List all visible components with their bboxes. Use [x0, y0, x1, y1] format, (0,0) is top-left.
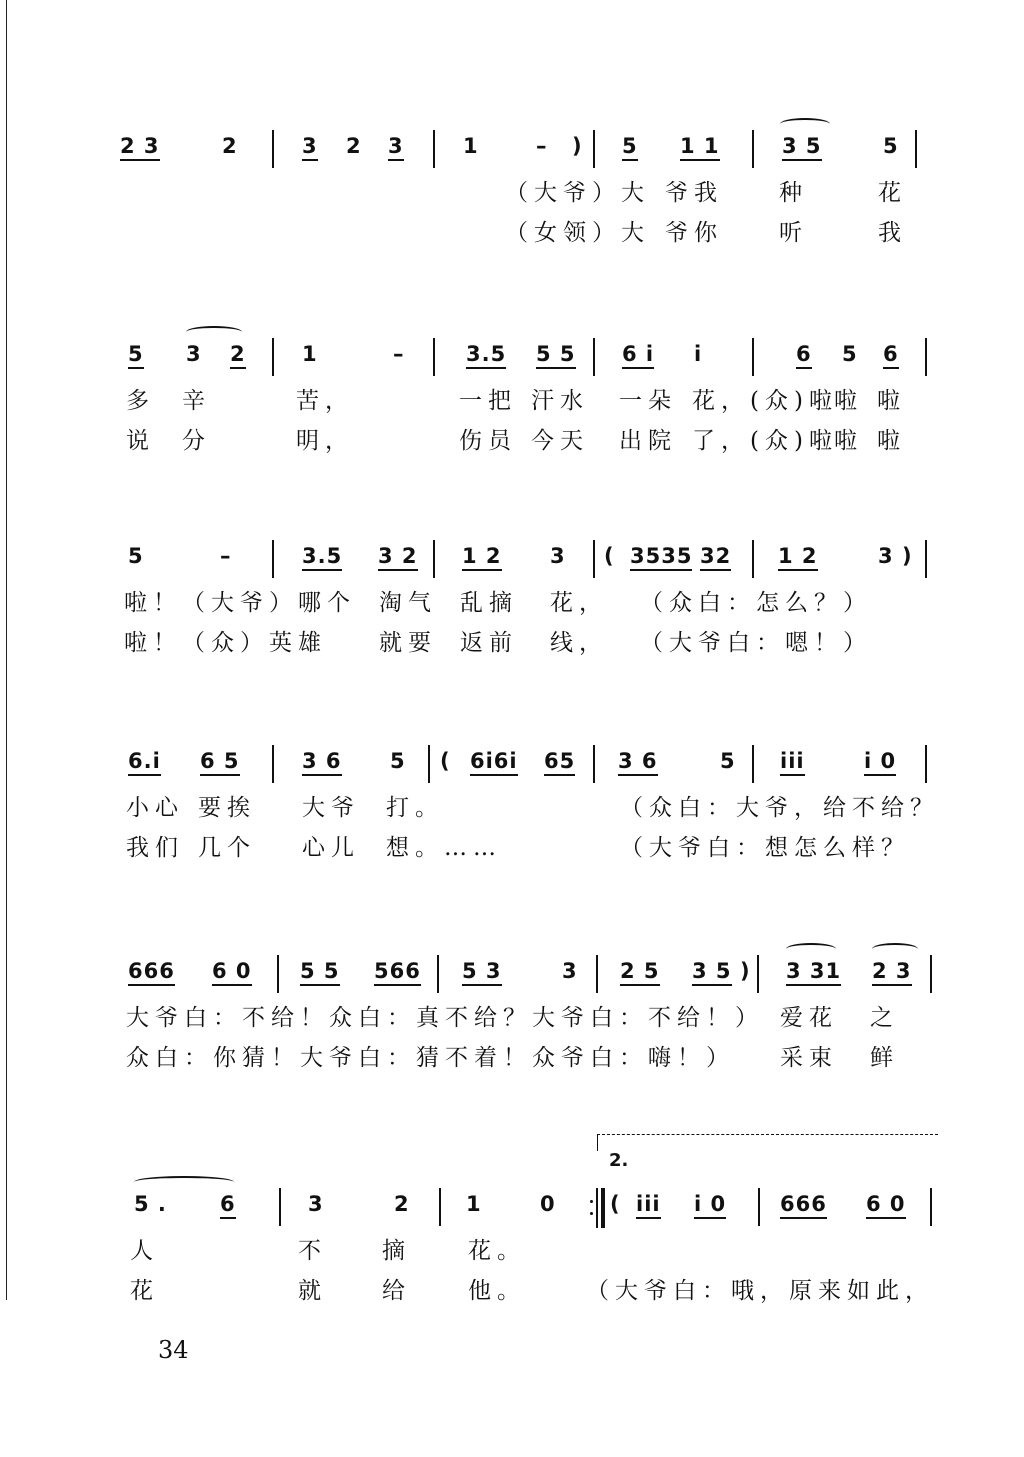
lyric-verse-1: 打。 — [386, 795, 444, 821]
note-group: 0 — [540, 1192, 556, 1216]
lyric-verse-2: 啦 — [877, 428, 906, 454]
note-group: 1 — [463, 134, 479, 158]
note-group: 5 5 — [300, 959, 340, 986]
barline — [428, 745, 430, 783]
barline — [925, 338, 927, 376]
barline — [279, 1188, 281, 1226]
note-group: ) — [902, 544, 913, 568]
lyric-verse-1: 一朵 — [619, 388, 677, 414]
note-group: 6.i — [128, 749, 161, 776]
lyric-verse-1: 花 — [878, 180, 907, 206]
note-group: 3 5 — [782, 134, 822, 161]
note-group: ) — [740, 959, 751, 983]
barline — [752, 130, 754, 168]
note-group: 3535 — [630, 544, 692, 571]
barline — [593, 540, 595, 578]
note-group: 6 — [883, 342, 899, 369]
barline — [752, 540, 754, 578]
lyric-verse-1: 小心 — [126, 795, 184, 821]
note-group: ( — [440, 749, 451, 773]
note-group: 3 — [562, 959, 578, 983]
barline — [757, 955, 759, 993]
note-group: 6 0 — [212, 959, 252, 986]
lyric-verse-2: 分 — [182, 428, 211, 454]
lyric-verse-1: （大爷）大 — [505, 180, 650, 206]
lyric-verse-1: 淘气 — [379, 590, 437, 616]
note-group: 5 . — [134, 1192, 167, 1216]
note-group: 1 1 — [680, 134, 720, 161]
note-group: 5 — [720, 749, 736, 773]
note-group: 5 — [390, 749, 406, 773]
system-5 — [0, 955, 1024, 1095]
lyric-verse-2: 我们 — [126, 835, 184, 861]
barline — [925, 540, 927, 578]
barline — [439, 1188, 441, 1226]
note-group: 3 2 — [378, 544, 418, 571]
note-group: ( — [604, 544, 615, 568]
barline — [930, 1188, 932, 1226]
lyric-verse-2: 想。…… — [386, 835, 502, 861]
slur — [786, 943, 836, 955]
note-group: 6i6i — [470, 749, 518, 776]
note-group: 5 — [842, 342, 858, 366]
lyric-verse-2: 了，(众)啦 — [692, 428, 838, 454]
lyric-verse-1: 大爷白：不给！众白：真不给？大爷白：不给！） — [126, 1005, 764, 1031]
lyric-verse-2: （大爷白：嗯！） — [640, 630, 872, 656]
lyric-verse-1: 爱花 — [780, 1005, 838, 1031]
slur — [780, 118, 830, 130]
note-group: 5 — [128, 342, 144, 369]
note-group: 6 — [796, 342, 812, 369]
system-4 — [0, 745, 1024, 885]
lyric-verse-2: 心儿 — [302, 835, 360, 861]
lyric-verse-2: 采束 — [780, 1045, 838, 1071]
lyric-verse-1: （众白：怎么？） — [640, 590, 872, 616]
note-group: 2 3 — [872, 959, 912, 986]
note-group: 3 6 — [618, 749, 658, 776]
barline — [596, 955, 598, 993]
lyric-verse-2: 花 — [130, 1278, 159, 1304]
slur — [134, 1176, 234, 1188]
note-group: 2 5 — [620, 959, 660, 986]
lyric-verse-2: 爷你 — [665, 220, 723, 246]
barline — [272, 338, 274, 376]
note-group: 5 3 — [462, 959, 502, 986]
note-group: 65 — [544, 749, 575, 776]
note-group: 3 — [550, 544, 566, 568]
barline — [433, 338, 435, 376]
lyric-verse-2: 返前 — [460, 630, 518, 656]
note-group: 2 — [230, 342, 246, 369]
note-group: iii — [636, 1192, 661, 1219]
note-group: 5 — [622, 134, 638, 161]
system-1 — [0, 130, 1024, 270]
lyric-verse-2: 听 — [779, 220, 808, 246]
note-group: i — [694, 342, 703, 366]
barline — [433, 130, 435, 168]
note-group: i 0 — [694, 1192, 726, 1219]
note-group: 1 2 — [778, 544, 818, 571]
lyric-verse-2: 就 — [298, 1278, 327, 1304]
lyric-verse-2: 明， — [296, 428, 354, 454]
note-group: – — [220, 544, 232, 568]
note-group: 6 0 — [866, 1192, 906, 1219]
lyric-verse-1: 啦 — [834, 388, 863, 414]
note-group: 666 — [128, 959, 175, 986]
barline — [758, 1188, 760, 1226]
lyric-verse-1: 花，(众)啦 — [692, 388, 838, 414]
lyric-verse-1: 人 — [130, 1238, 159, 1264]
note-group: 6 5 — [200, 749, 240, 776]
lyric-verse-2: （大爷白：想怎么样？ — [620, 835, 910, 861]
barline — [915, 130, 917, 168]
lyric-verse-2: 出院 — [619, 428, 677, 454]
note-group: 3.5 — [466, 342, 506, 369]
barline — [752, 745, 754, 783]
lyric-verse-1: 不 — [298, 1238, 327, 1264]
lyric-verse-2: 给 — [382, 1278, 411, 1304]
lyric-verse-1: 汗水 — [531, 388, 589, 414]
lyric-verse-1: 大爷 — [302, 795, 360, 821]
lyric-verse-2: 伤员 — [459, 428, 517, 454]
note-group: i 0 — [864, 749, 896, 776]
note-group: 6 — [220, 1192, 236, 1219]
lyric-verse-2: 众白：你猜！大爷白：猜不着！众爷白：嗨！） — [126, 1045, 735, 1071]
lyric-verse-1: 啦 — [877, 388, 906, 414]
note-group: 3 — [186, 342, 202, 366]
volta-label: 2. — [609, 1150, 629, 1171]
lyric-verse-1: 一把 — [459, 388, 517, 414]
note-group: 6 i — [622, 342, 654, 369]
note-group: 2 — [394, 1192, 410, 1216]
note-group: 2 3 — [120, 134, 160, 161]
note-group: 5 — [128, 544, 144, 568]
slur — [872, 943, 918, 955]
lyric-verse-2: 他。 — [468, 1278, 526, 1304]
note-group: – — [536, 134, 548, 158]
note-group: 3 5 — [692, 959, 732, 986]
lyric-verse-2: 啦 — [834, 428, 863, 454]
lyric-verse-1: 摘 — [382, 1238, 411, 1264]
lyric-verse-1: 爷我 — [665, 180, 723, 206]
lyric-verse-2: 我 — [878, 220, 907, 246]
system-3 — [0, 540, 1024, 680]
system-2 — [0, 338, 1024, 478]
lyric-verse-2: （女领）大 — [505, 220, 650, 246]
volta-bracket — [597, 1134, 938, 1151]
note-group: 1 2 — [462, 544, 502, 571]
note-group: 566 — [374, 959, 421, 986]
note-group: 3.5 — [302, 544, 342, 571]
barline — [272, 745, 274, 783]
lyric-verse-2: 几个 — [198, 835, 256, 861]
note-group: 3 — [388, 134, 404, 161]
note-group: 5 — [883, 134, 899, 158]
barline — [925, 745, 927, 783]
note-group: 1 — [302, 342, 318, 366]
lyric-verse-2: 啦！（众）英雄 — [124, 630, 327, 656]
page-number: 34 — [158, 1336, 189, 1364]
lyric-verse-2: 线， — [550, 630, 608, 656]
barline — [437, 955, 439, 993]
lyric-verse-1: 辛 — [182, 388, 211, 414]
lyric-verse-1: 之 — [870, 1005, 899, 1031]
lyric-verse-2: （大爷白：哦，原来如此， — [586, 1278, 934, 1304]
barline — [272, 540, 274, 578]
note-group: 3 31 — [786, 959, 841, 986]
lyric-verse-1: 要挨 — [198, 795, 256, 821]
barline — [277, 955, 279, 993]
lyric-verse-2: 鲜 — [870, 1045, 899, 1071]
lyric-verse-1: 乱摘 — [460, 590, 518, 616]
barline — [930, 955, 932, 993]
note-group: 3 — [302, 134, 318, 161]
note-group: 2 — [346, 134, 362, 158]
note-group: 3 6 — [302, 749, 342, 776]
slur — [186, 326, 242, 338]
lyric-verse-2: 说 — [126, 428, 155, 454]
barline — [593, 338, 595, 376]
note-group: iii — [780, 749, 805, 776]
note-group: 3 — [308, 1192, 324, 1216]
lyric-verse-1: 花。 — [468, 1238, 526, 1264]
note-group: 32 — [700, 544, 731, 571]
barline — [593, 745, 595, 783]
lyric-verse-1: 啦！（大爷）哪个 — [124, 590, 356, 616]
note-group: 5 5 — [536, 342, 576, 369]
barline — [752, 338, 754, 376]
lyric-verse-1: 花， — [550, 590, 608, 616]
note-group: 1 — [466, 1192, 482, 1216]
lyric-verse-1: 多 — [126, 388, 155, 414]
system-6 — [0, 1188, 1024, 1328]
note-group: ) — [572, 134, 583, 158]
note-group: – — [393, 342, 405, 366]
lyric-verse-1: 种 — [779, 180, 808, 206]
lyric-verse-2: 今天 — [531, 428, 589, 454]
note-group: ( — [610, 1192, 621, 1216]
note-group: 3 — [878, 544, 894, 568]
lyric-verse-1: 苦， — [296, 388, 354, 414]
barline — [272, 130, 274, 168]
lyric-verse-1: （众白：大爷，给不给？ — [620, 795, 939, 821]
lyric-verse-2: 就要 — [379, 630, 437, 656]
note-group: 666 — [780, 1192, 827, 1219]
barline — [433, 540, 435, 578]
note-group: 2 — [222, 134, 238, 158]
barline — [593, 130, 595, 168]
